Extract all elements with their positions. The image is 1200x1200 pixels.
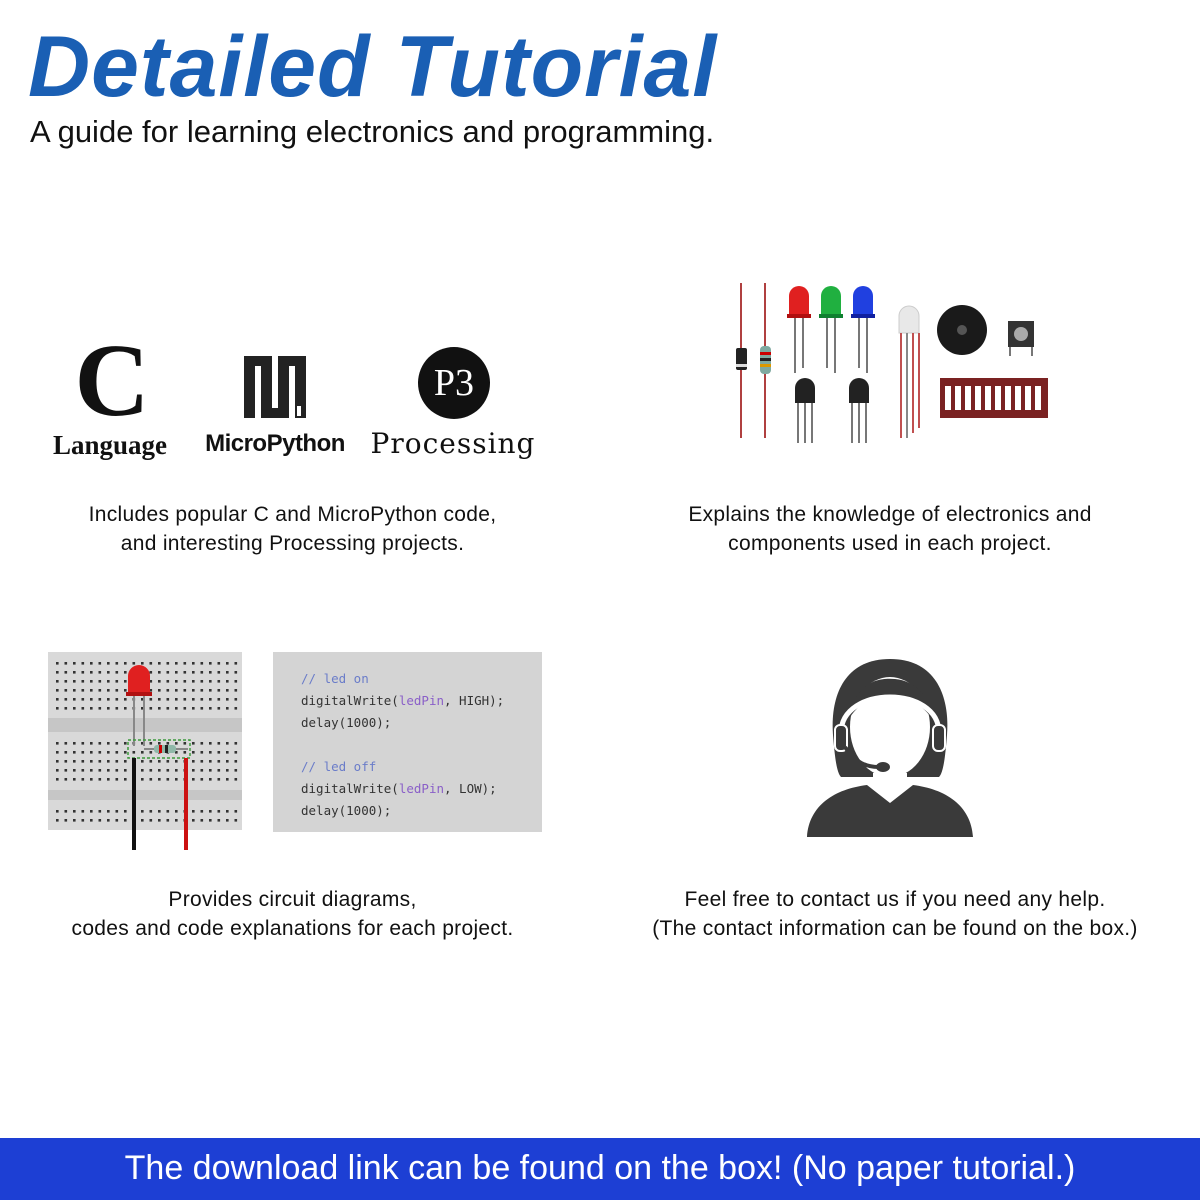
customer-support-headset-icon: [805, 655, 975, 837]
rgb-led: [899, 306, 919, 438]
electronic-components-icon: [725, 278, 1055, 443]
code-caption-line2: and interesting Processing projects.: [120, 532, 465, 555]
led-red: [787, 286, 811, 373]
processing-badge-text: P3: [433, 362, 475, 404]
led-blue: [851, 286, 875, 373]
components-caption: [630, 500, 1150, 558]
circuits-caption-line2: codes and code explanations for each project.: [71, 917, 514, 940]
buzzer: [937, 305, 987, 355]
code-write-on: digitalWrite(ledPin, HIGH);: [301, 693, 505, 708]
code-comment-on: // led on: [301, 671, 369, 686]
code-delay-off: delay(1000);: [301, 803, 392, 818]
code-delay-on: delay(1000);: [301, 715, 392, 730]
c-logo-glyph: C: [74, 323, 150, 438]
code-caption-line1: Includes popular C and MicroPython code,: [88, 503, 497, 526]
breadboard-circuit-icon: [48, 652, 243, 852]
page-subtitle: A guide for learning electronics and programming.: [30, 114, 715, 149]
push-button: [1008, 321, 1034, 356]
transistor-2: [849, 378, 869, 443]
code-write-off: digitalWrite(ledPin, LOW);: [301, 781, 497, 796]
page-title: Detailed Tutorial: [28, 19, 718, 115]
processing-logo: [368, 345, 538, 470]
code-comment-off: // led off: [301, 759, 377, 774]
micropython-logo: [200, 350, 350, 465]
download-link-banner: The download link can be found on the box! (No paper tutorial.): [0, 1138, 1200, 1200]
transistor-1: [795, 378, 815, 443]
processing-label: Processing: [370, 427, 536, 460]
micropython-icon: [200, 350, 350, 420]
components-caption-line2: components used in each project.: [728, 532, 1052, 555]
micropython-label: MicroPython: [205, 430, 345, 457]
support-caption-line2: (The contact information can be found on the box.): [652, 917, 1138, 940]
segment-display: [940, 378, 1048, 418]
support-caption-line1: Feel free to contact us if you need any help.: [684, 888, 1106, 911]
code-sample-panel: [273, 652, 542, 832]
circuits-caption: [30, 885, 555, 943]
circuits-caption-line1: Provides circuit diagrams,: [168, 888, 417, 911]
c-language-label: Language: [52, 430, 168, 460]
code-caption: [30, 500, 555, 558]
led-green: [819, 286, 843, 373]
c-language-logo: [40, 323, 180, 465]
processing-badge: [418, 347, 490, 419]
components-caption-line1: Explains the knowledge of electronics and: [688, 503, 1092, 526]
support-caption: [615, 885, 1175, 943]
